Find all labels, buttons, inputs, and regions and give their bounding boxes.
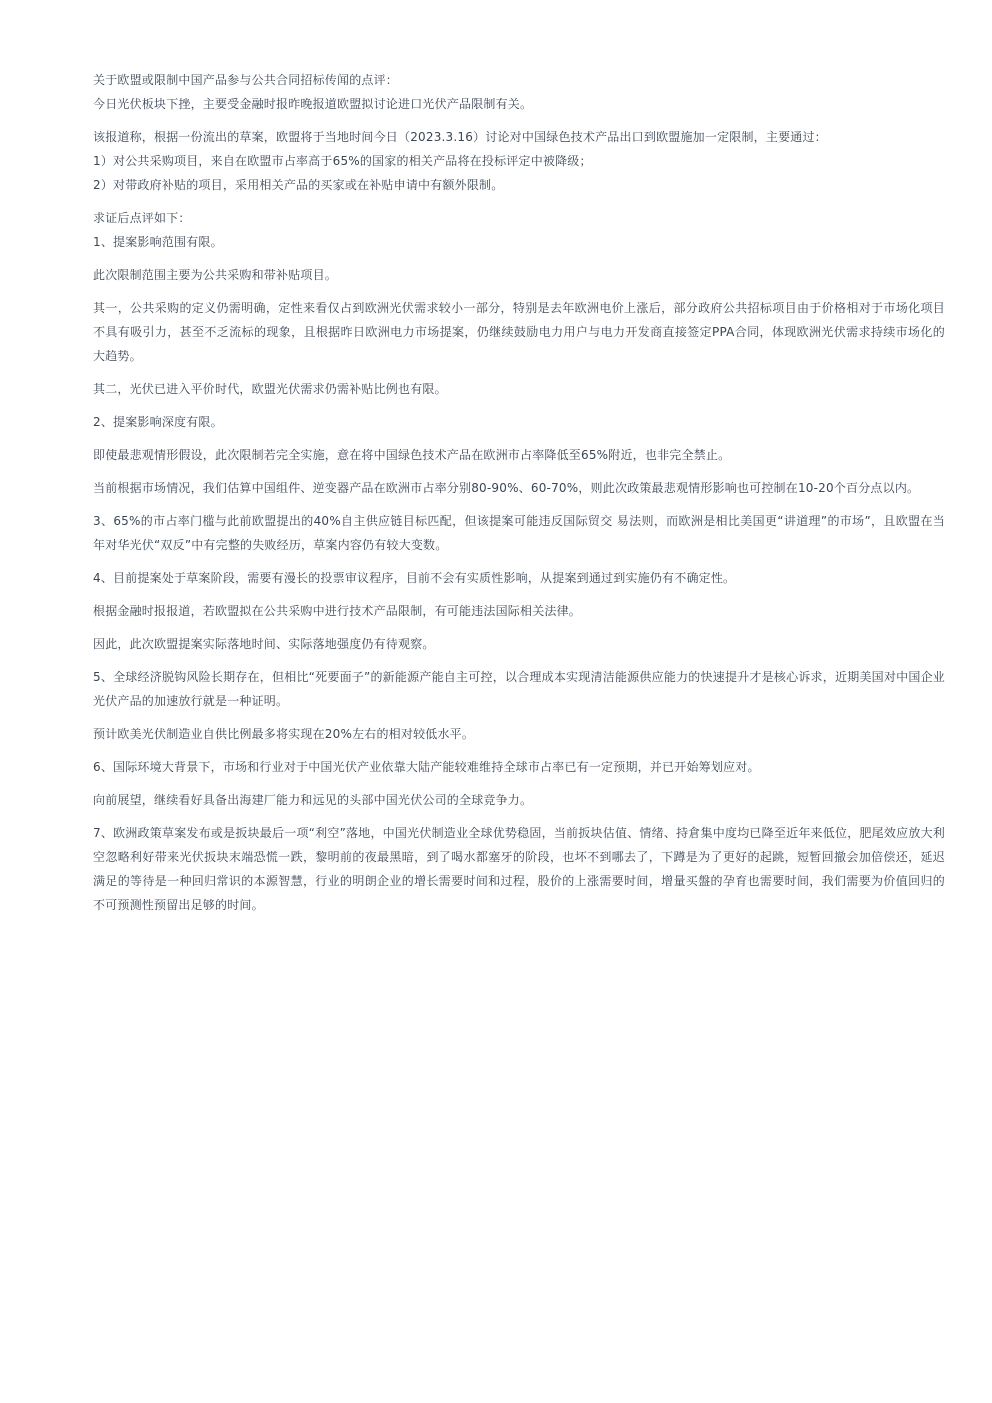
paragraph (93, 443, 945, 467)
paragraph-text: 其一，公共采购的定义仍需明确，定性来看仅占到欧洲光伏需求较小一部分，特别是去年欧洲电价上涨后，部分政府公共招标项目由于价格相对于市场化项目不具有吸引力，甚至不乏流标的现象，且根据昨日欧洲电力市场提案，仍继续鼓励电力用户与电力开发商直接签定PPA合同，体现欧洲光伏需求持续市场化的大趋势。 (93, 301, 945, 363)
paragraph-text: 7、欧洲政策草案发布或是扳块最后一项“利空”落地，中国光伏制造业全球优势稳固，当前扳块估值、情绪、持倉集中度均已降至近年来低位，肥尾效应放大利空忽略利好带来光伏扳块末端恐慌一跌，黎明前的夜最黑暗，到了喝水都塞牙的阶段，也坏不到哪去了，下蹲是为了更好的起跳，短暂回撤会加倍偿还，延迟满足的等待是一种回归常识的本源智慧，行业的明朗企业的增长需要时间和过程，股价的上涨需要时间，增量买盤的孕育也需要时间，我们需要为价值回归的不可预测性预留出足够的时间。 (93, 826, 945, 912)
paragraph (93, 566, 945, 590)
paragraph-text: 预计欧美光伏制造业自供比例最多将实现在20%左右的相对较低水平。 (93, 727, 475, 741)
paragraph-text: 5、全球经济脱钩风险长期存在，但相比“死要面子”的新能源产能自主可控，以合理成本实现清洁能源供应能力的快速提升才是核心诉求，近期美国对中国企业光伏产品的加速放行就是一种证明。 (93, 670, 945, 708)
paragraph (93, 755, 945, 779)
paragraph (93, 722, 945, 746)
paragraph-text: 6、国际环境大背景下，市场和行业对于中国光伏产业依靠大陆产能较难维持全球市占率已有一定预期，并已开始筹划应对。 (93, 760, 760, 774)
paragraph (93, 599, 945, 623)
intro-summary: 今日光伏板块下挫，主要受金融时报昨晚报道欧盟拟讨论进口光伏产品限制有关。 (93, 97, 533, 111)
paragraph-text: 根据金融时报报道，若欧盟拟在公共采购中进行技术产品限制，有可能违法国际相关法律。 (93, 604, 582, 618)
paragraph (93, 410, 945, 434)
comments-heading: 求证后点评如下： (93, 211, 191, 225)
paragraph-text: 3、65%的市占率门槛与此前欧盟提出的40%自主供应链目标匹配，但该提案可能违反国际贸交 易法则，而欧洲是相比美国更“讲道理”的市场”，且欧盟在当年对华光伏“双反”中有完整的失败经历，草案内容仍有较大变数。 (93, 514, 945, 552)
paragraph-text: 因此，此次欧盟提案实际落地时间、实际落地强度仍有待观察。 (93, 637, 435, 651)
paragraph-text: 此次限制范围主要为公共采购和带补贴项目。 (93, 268, 338, 282)
paragraph (93, 665, 945, 713)
paragraph (93, 509, 945, 557)
report-section (93, 125, 945, 197)
paragraph (93, 788, 945, 812)
comment-point-1-heading: 1、提案影响范围有限。 (93, 235, 223, 249)
paragraph-text: 当前根据市场情况，我们估算中国组件、逆变器产品在欧洲市占率分别80-90%、60-70%，则此次政策最悲观情形影响也可控制在10-20个百分点以内。 (93, 481, 920, 495)
paragraph-text: 即使最悲观情形假设，此次限制若完全实施，意在将中国绿色技术产品在欧洲市占率降低至65%附近，也非完全禁止。 (93, 448, 731, 462)
paragraph (93, 263, 945, 287)
document-body (93, 68, 945, 926)
paragraph-text: 其二，光伏已进入平价时代，欧盟光伏需求仍需补贴比例也有限。 (93, 382, 447, 396)
paragraph (93, 377, 945, 401)
comments-heading-section (93, 206, 945, 254)
paragraph-text: 4、目前提案处于草案阶段，需要有漫长的投票审议程序，目前不会有实质性影响，从提案到通过到实施仍有不确定性。 (93, 571, 736, 585)
report-point-1: 1）对公共采购项目，来自在欧盟市占率高于65%的国家的相关产品将在投标评定中被降级； (93, 154, 592, 168)
document-title: 关于欧盟或限制中国产品参与公共合同招标传闻的点评： (93, 73, 399, 87)
paragraph (93, 296, 945, 368)
paragraph (93, 632, 945, 656)
paragraph (93, 476, 945, 500)
intro-section (93, 68, 945, 116)
report-lead: 该报道称，根据一份流出的草案，欧盟将于当地时间今日（2023.3.16）讨论对中国绿色技术产品出口到欧盟施加一定限制，主要通过： (93, 130, 827, 144)
paragraph-text: 2、提案影响深度有限。 (93, 415, 223, 429)
paragraph (93, 821, 945, 917)
report-point-2: 2）对带政府补贴的项目，采用相关产品的买家或在补贴申请中有额外限制。 (93, 178, 504, 192)
paragraph-text: 向前展望，继续看好具备出海建厂能力和远见的头部中国光伏公司的全球竞争力。 (93, 793, 533, 807)
